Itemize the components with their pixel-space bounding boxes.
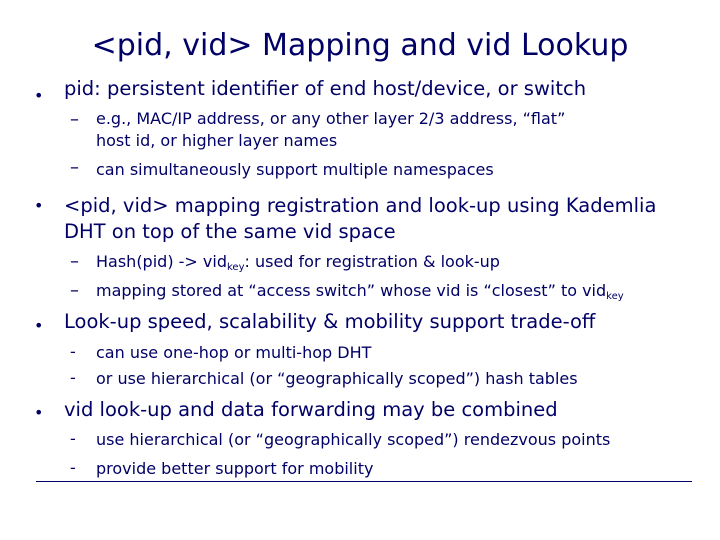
bullet-2-sub-1: Hash(pid) -> vid$_{key}$: used for registration & look-up [96,252,500,273]
dash-marker: – [70,251,79,272]
bullet-1-sub-2: can simultaneously support multiple namespaces [96,160,494,179]
dash-marker: - [70,429,76,448]
bullet-marker: • [34,86,44,105]
divider-line [36,481,692,482]
dash-marker: - [70,458,76,477]
dash-marker: - [70,342,76,361]
dash-marker: – [70,109,79,130]
dash-marker: – [70,157,79,178]
dash-marker: - [70,368,76,387]
bullet-3-sub-1: can use one-hop or multi-hop DHT [96,343,372,362]
bullet-1-sub-1-line-1: e.g., MAC/IP address, or any other layer 2/3 address, “flat” [96,109,566,128]
bullet-marker: • [34,196,44,215]
dash-marker: – [70,280,79,301]
bullet-1-text: pid: persistent identifier of end host/device, or switch [64,77,587,100]
bullet-2-line-1: <pid, vid> mapping registration and look-up using Kademlia [64,194,657,217]
bullet-4-sub-1: use hierarchical (or “geographically scoped”) rendezvous points [96,430,611,449]
slide-title: <pid, vid> Mapping and vid Lookup [91,28,629,63]
bullet-marker: • [34,316,44,335]
bullet-1-sub-1-line-2: host id, or higher layer names [96,131,338,150]
bullet-marker: • [34,403,44,422]
bullet-4-text: vid look-up and data forwarding may be combined [64,398,558,421]
bullet-2-sub-2: mapping stored at “access switch” whose vid is “closest” to vid$_{key}$ [96,281,624,302]
bullet-2-line-2: DHT on top of the same vid space [64,220,396,243]
bullet-3-text: Look-up speed, scalability & mobility support trade-off [64,310,596,333]
bullet-3-sub-2: or use hierarchical (or “geographically scoped”) hash tables [96,369,578,388]
bullet-4-sub-2: provide better support for mobility [96,459,374,478]
